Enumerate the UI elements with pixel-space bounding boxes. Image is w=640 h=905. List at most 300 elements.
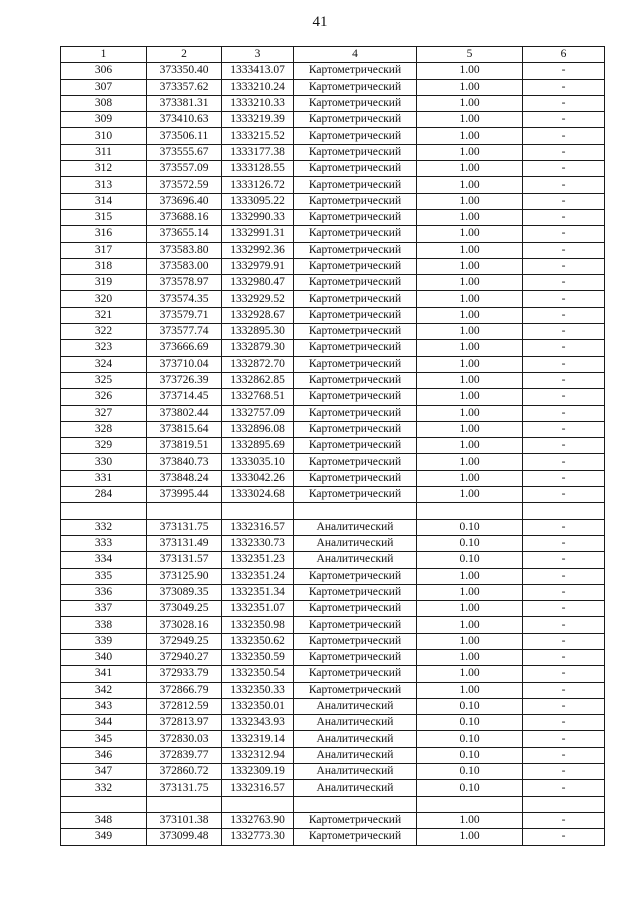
accuracy-cell: 0.10: [417, 764, 523, 780]
y-coordinate-cell: 1332330.73: [222, 535, 294, 551]
point-number-cell: 340: [61, 649, 147, 665]
method-cell: Картометрический: [294, 649, 417, 665]
point-number-cell: 349: [61, 829, 147, 845]
table-header-row: [61, 47, 605, 63]
description-cell: [523, 503, 605, 519]
y-coordinate-cell: 1333177.38: [222, 144, 294, 160]
description-cell: -: [523, 209, 605, 225]
point-number-cell: 337: [61, 601, 147, 617]
x-coordinate-cell: 373350.40: [147, 63, 222, 79]
table-row: [61, 209, 605, 225]
method-cell: Картометрический: [294, 193, 417, 209]
description-cell: -: [523, 829, 605, 845]
x-coordinate-cell: 373028.16: [147, 617, 222, 633]
point-number-cell: 329: [61, 438, 147, 454]
point-number-cell: 339: [61, 633, 147, 649]
y-coordinate-cell: 1332990.33: [222, 209, 294, 225]
table-row: [61, 715, 605, 731]
accuracy-cell: 1.00: [417, 568, 523, 584]
method-cell: Картометрический: [294, 389, 417, 405]
y-coordinate-cell: 1332351.23: [222, 552, 294, 568]
point-number-cell: 336: [61, 584, 147, 600]
accuracy-cell: 1.00: [417, 666, 523, 682]
method-cell: Картометрический: [294, 209, 417, 225]
table-row: [61, 601, 605, 617]
x-coordinate-cell: 372933.79: [147, 666, 222, 682]
point-number-cell: 284: [61, 487, 147, 503]
table-row: [61, 144, 605, 160]
method-cell: Картометрический: [294, 617, 417, 633]
table-row: [61, 405, 605, 421]
y-coordinate-cell: 1333095.22: [222, 193, 294, 209]
x-coordinate-cell: 372812.59: [147, 698, 222, 714]
description-cell: -: [523, 226, 605, 242]
point-number-cell: 316: [61, 226, 147, 242]
description-cell: -: [523, 747, 605, 763]
x-coordinate-cell: 373099.48: [147, 829, 222, 845]
method-cell: Картометрический: [294, 95, 417, 111]
method-cell: Картометрический: [294, 405, 417, 421]
accuracy-cell: 1.00: [417, 405, 523, 421]
accuracy-cell: 1.00: [417, 258, 523, 274]
y-coordinate-cell: 1332895.69: [222, 438, 294, 454]
table-row: [61, 340, 605, 356]
description-cell: -: [523, 372, 605, 388]
point-number-cell: 319: [61, 275, 147, 291]
table-row: [61, 617, 605, 633]
accuracy-cell: 1.00: [417, 291, 523, 307]
point-number-cell: 335: [61, 568, 147, 584]
point-number-cell: 332: [61, 519, 147, 535]
method-cell: Картометрический: [294, 421, 417, 437]
table-row: [61, 242, 605, 258]
y-coordinate-cell: 1332309.19: [222, 764, 294, 780]
method-cell: Картометрический: [294, 356, 417, 372]
point-number-cell: 322: [61, 324, 147, 340]
table-row: [61, 389, 605, 405]
accuracy-cell: 0.10: [417, 519, 523, 535]
point-number-cell: 310: [61, 128, 147, 144]
point-number-cell: 314: [61, 193, 147, 209]
accuracy-cell: 1.00: [417, 682, 523, 698]
x-coordinate-cell: 373995.44: [147, 487, 222, 503]
x-coordinate-cell: 373583.00: [147, 258, 222, 274]
accuracy-cell: 0.10: [417, 552, 523, 568]
method-cell: Картометрический: [294, 324, 417, 340]
accuracy-cell: 1.00: [417, 438, 523, 454]
accuracy-cell: 1.00: [417, 487, 523, 503]
y-coordinate-cell: [222, 796, 294, 812]
description-cell: -: [523, 731, 605, 747]
description-cell: -: [523, 633, 605, 649]
x-coordinate-cell: 373131.75: [147, 780, 222, 796]
table-row: [61, 470, 605, 486]
description-cell: -: [523, 812, 605, 828]
y-coordinate-cell: 1333024.68: [222, 487, 294, 503]
x-coordinate-cell: 372860.72: [147, 764, 222, 780]
method-cell: Аналитический: [294, 552, 417, 568]
x-coordinate-cell: 372940.27: [147, 649, 222, 665]
table-row: [61, 764, 605, 780]
y-coordinate-cell: 1332862.85: [222, 372, 294, 388]
point-number-cell: 338: [61, 617, 147, 633]
method-cell: Картометрический: [294, 812, 417, 828]
y-coordinate-cell: 1332872.70: [222, 356, 294, 372]
y-coordinate-cell: 1332979.91: [222, 258, 294, 274]
table-row: [61, 193, 605, 209]
x-coordinate-cell: 373101.38: [147, 812, 222, 828]
description-cell: -: [523, 454, 605, 470]
accuracy-cell: 1.00: [417, 226, 523, 242]
table-row: [61, 291, 605, 307]
point-number-cell: 348: [61, 812, 147, 828]
method-cell: Аналитический: [294, 519, 417, 535]
point-number-cell: 309: [61, 112, 147, 128]
description-cell: -: [523, 666, 605, 682]
table-row: [61, 649, 605, 665]
description-cell: -: [523, 601, 605, 617]
description-cell: -: [523, 79, 605, 95]
y-coordinate-cell: 1332351.24: [222, 568, 294, 584]
column-header: 1: [61, 47, 147, 63]
point-number-cell: 328: [61, 421, 147, 437]
point-number-cell: 331: [61, 470, 147, 486]
description-cell: -: [523, 698, 605, 714]
table-row: [61, 454, 605, 470]
y-coordinate-cell: 1332350.54: [222, 666, 294, 682]
point-number-cell: 333: [61, 535, 147, 551]
accuracy-cell: 1.00: [417, 633, 523, 649]
table-body: [61, 63, 605, 845]
point-number-cell: 343: [61, 698, 147, 714]
x-coordinate-cell: 373131.75: [147, 519, 222, 535]
accuracy-cell: 1.00: [417, 112, 523, 128]
table-row: [61, 258, 605, 274]
x-coordinate-cell: [147, 503, 222, 519]
table-row: [61, 421, 605, 437]
accuracy-cell: 1.00: [417, 470, 523, 486]
accuracy-cell: 1.00: [417, 829, 523, 845]
y-coordinate-cell: 1332991.31: [222, 226, 294, 242]
coordinates-table: [60, 46, 605, 846]
accuracy-cell: [417, 503, 523, 519]
table-row: [61, 829, 605, 845]
method-cell: Картометрический: [294, 177, 417, 193]
table-row: [61, 731, 605, 747]
y-coordinate-cell: 1333035.10: [222, 454, 294, 470]
method-cell: Картометрический: [294, 307, 417, 323]
description-cell: -: [523, 780, 605, 796]
method-cell: Картометрический: [294, 829, 417, 845]
description-cell: -: [523, 438, 605, 454]
x-coordinate-cell: 372813.97: [147, 715, 222, 731]
y-coordinate-cell: 1333219.39: [222, 112, 294, 128]
point-number-cell: 312: [61, 161, 147, 177]
point-number-cell: 325: [61, 372, 147, 388]
x-coordinate-cell: 373688.16: [147, 209, 222, 225]
method-cell: Картометрический: [294, 568, 417, 584]
accuracy-cell: 1.00: [417, 144, 523, 160]
x-coordinate-cell: 373049.25: [147, 601, 222, 617]
method-cell: Картометрический: [294, 161, 417, 177]
method-cell: Картометрический: [294, 340, 417, 356]
x-coordinate-cell: 372839.77: [147, 747, 222, 763]
accuracy-cell: 1.00: [417, 161, 523, 177]
table-row: [61, 63, 605, 79]
table-row: [61, 487, 605, 503]
y-coordinate-cell: 1333126.72: [222, 177, 294, 193]
column-header: 4: [294, 47, 417, 63]
y-coordinate-cell: 1332992.36: [222, 242, 294, 258]
point-number-cell: 306: [61, 63, 147, 79]
x-coordinate-cell: 373726.39: [147, 372, 222, 388]
table-separator-row: [61, 503, 605, 519]
accuracy-cell: 0.10: [417, 698, 523, 714]
x-coordinate-cell: 373574.35: [147, 291, 222, 307]
description-cell: -: [523, 552, 605, 568]
method-cell: Картометрический: [294, 258, 417, 274]
table-row: [61, 95, 605, 111]
table-row: [61, 812, 605, 828]
x-coordinate-cell: [147, 796, 222, 812]
table-row: [61, 438, 605, 454]
x-coordinate-cell: 373555.67: [147, 144, 222, 160]
method-cell: Аналитический: [294, 780, 417, 796]
accuracy-cell: 1.00: [417, 128, 523, 144]
table-row: [61, 128, 605, 144]
description-cell: -: [523, 356, 605, 372]
table-row: [61, 372, 605, 388]
description-cell: -: [523, 405, 605, 421]
x-coordinate-cell: 373840.73: [147, 454, 222, 470]
point-number-cell: 326: [61, 389, 147, 405]
table-row: [61, 275, 605, 291]
point-number-cell: 321: [61, 307, 147, 323]
x-coordinate-cell: 373410.63: [147, 112, 222, 128]
x-coordinate-cell: 372949.25: [147, 633, 222, 649]
description-cell: -: [523, 242, 605, 258]
method-cell: Картометрический: [294, 438, 417, 454]
table-row: [61, 584, 605, 600]
method-cell: Картометрический: [294, 128, 417, 144]
y-coordinate-cell: 1332895.30: [222, 324, 294, 340]
table-row: [61, 666, 605, 682]
y-coordinate-cell: 1332350.62: [222, 633, 294, 649]
accuracy-cell: 1.00: [417, 601, 523, 617]
method-cell: Картометрический: [294, 242, 417, 258]
description-cell: -: [523, 617, 605, 633]
description-cell: -: [523, 568, 605, 584]
accuracy-cell: 1.00: [417, 421, 523, 437]
description-cell: -: [523, 258, 605, 274]
accuracy-cell: 1.00: [417, 649, 523, 665]
accuracy-cell: 1.00: [417, 812, 523, 828]
table-row: [61, 633, 605, 649]
y-coordinate-cell: 1333215.52: [222, 128, 294, 144]
table-row: [61, 79, 605, 95]
y-coordinate-cell: 1332757.09: [222, 405, 294, 421]
method-cell: Картометрический: [294, 633, 417, 649]
y-coordinate-cell: 1332350.33: [222, 682, 294, 698]
description-cell: -: [523, 193, 605, 209]
point-number-cell: 317: [61, 242, 147, 258]
description-cell: -: [523, 275, 605, 291]
point-number-cell: 313: [61, 177, 147, 193]
accuracy-cell: 1.00: [417, 177, 523, 193]
method-cell: Картометрический: [294, 226, 417, 242]
table-row: [61, 324, 605, 340]
method-cell: [294, 503, 417, 519]
accuracy-cell: 1.00: [417, 79, 523, 95]
table-row: [61, 698, 605, 714]
description-cell: -: [523, 307, 605, 323]
x-coordinate-cell: 373710.04: [147, 356, 222, 372]
accuracy-cell: 0.10: [417, 715, 523, 731]
description-cell: -: [523, 324, 605, 340]
description-cell: -: [523, 764, 605, 780]
y-coordinate-cell: 1333413.07: [222, 63, 294, 79]
accuracy-cell: 1.00: [417, 242, 523, 258]
x-coordinate-cell: 373696.40: [147, 193, 222, 209]
accuracy-cell: 1.00: [417, 617, 523, 633]
table-row: [61, 519, 605, 535]
point-number-cell: 318: [61, 258, 147, 274]
y-coordinate-cell: 1332316.57: [222, 519, 294, 535]
description-cell: -: [523, 535, 605, 551]
table-row: [61, 747, 605, 763]
description-cell: -: [523, 128, 605, 144]
x-coordinate-cell: 373578.97: [147, 275, 222, 291]
table-row: [61, 780, 605, 796]
y-coordinate-cell: 1333210.33: [222, 95, 294, 111]
table-row: [61, 226, 605, 242]
y-coordinate-cell: 1332316.57: [222, 780, 294, 796]
method-cell: Аналитический: [294, 715, 417, 731]
method-cell: Картометрический: [294, 601, 417, 617]
accuracy-cell: 0.10: [417, 731, 523, 747]
y-coordinate-cell: [222, 503, 294, 519]
x-coordinate-cell: 373557.09: [147, 161, 222, 177]
accuracy-cell: 1.00: [417, 356, 523, 372]
y-coordinate-cell: 1332312.94: [222, 747, 294, 763]
accuracy-cell: [417, 796, 523, 812]
description-cell: -: [523, 95, 605, 111]
method-cell: [294, 796, 417, 812]
y-coordinate-cell: 1332879.30: [222, 340, 294, 356]
y-coordinate-cell: 1332319.14: [222, 731, 294, 747]
point-number-cell: 324: [61, 356, 147, 372]
accuracy-cell: 0.10: [417, 535, 523, 551]
x-coordinate-cell: 373802.44: [147, 405, 222, 421]
x-coordinate-cell: 373579.71: [147, 307, 222, 323]
point-number-cell: 330: [61, 454, 147, 470]
description-cell: -: [523, 584, 605, 600]
accuracy-cell: 1.00: [417, 275, 523, 291]
point-number-cell: 344: [61, 715, 147, 731]
table-row: [61, 535, 605, 551]
x-coordinate-cell: 373089.35: [147, 584, 222, 600]
column-header: 2: [147, 47, 222, 63]
y-coordinate-cell: 1332351.07: [222, 601, 294, 617]
y-coordinate-cell: 1333128.55: [222, 161, 294, 177]
table-row: [61, 568, 605, 584]
page-number: 41: [312, 14, 328, 30]
point-number-cell: 347: [61, 764, 147, 780]
description-cell: -: [523, 470, 605, 486]
point-number-cell: 342: [61, 682, 147, 698]
accuracy-cell: 1.00: [417, 95, 523, 111]
x-coordinate-cell: 373666.69: [147, 340, 222, 356]
method-cell: Картометрический: [294, 79, 417, 95]
table-row: [61, 177, 605, 193]
method-cell: Аналитический: [294, 747, 417, 763]
accuracy-cell: 1.00: [417, 372, 523, 388]
table-row: [61, 356, 605, 372]
table-row: [61, 682, 605, 698]
description-cell: -: [523, 649, 605, 665]
method-cell: Картометрический: [294, 487, 417, 503]
x-coordinate-cell: 373357.62: [147, 79, 222, 95]
y-coordinate-cell: 1333210.24: [222, 79, 294, 95]
point-number-cell: 315: [61, 209, 147, 225]
y-coordinate-cell: 1332896.08: [222, 421, 294, 437]
x-coordinate-cell: 373819.51: [147, 438, 222, 454]
y-coordinate-cell: 1333042.26: [222, 470, 294, 486]
y-coordinate-cell: 1332350.98: [222, 617, 294, 633]
accuracy-cell: 1.00: [417, 340, 523, 356]
description-cell: -: [523, 715, 605, 731]
method-cell: Картометрический: [294, 63, 417, 79]
description-cell: -: [523, 291, 605, 307]
x-coordinate-cell: 373381.31: [147, 95, 222, 111]
y-coordinate-cell: 1332350.01: [222, 698, 294, 714]
x-coordinate-cell: 373655.14: [147, 226, 222, 242]
x-coordinate-cell: 373714.45: [147, 389, 222, 405]
y-coordinate-cell: 1332768.51: [222, 389, 294, 405]
description-cell: -: [523, 487, 605, 503]
method-cell: Аналитический: [294, 731, 417, 747]
method-cell: Аналитический: [294, 535, 417, 551]
description-cell: -: [523, 144, 605, 160]
table-row: [61, 161, 605, 177]
point-number-cell: 308: [61, 95, 147, 111]
point-number-cell: 320: [61, 291, 147, 307]
y-coordinate-cell: 1332980.47: [222, 275, 294, 291]
description-cell: -: [523, 63, 605, 79]
accuracy-cell: 1.00: [417, 454, 523, 470]
accuracy-cell: 1.00: [417, 63, 523, 79]
description-cell: -: [523, 682, 605, 698]
point-number-cell: 327: [61, 405, 147, 421]
y-coordinate-cell: 1332343.93: [222, 715, 294, 731]
description-cell: [523, 796, 605, 812]
x-coordinate-cell: 373506.11: [147, 128, 222, 144]
accuracy-cell: 0.10: [417, 780, 523, 796]
x-coordinate-cell: 373125.90: [147, 568, 222, 584]
description-cell: -: [523, 177, 605, 193]
point-number-cell: [61, 796, 147, 812]
column-header: 5: [417, 47, 523, 63]
table-row: [61, 112, 605, 128]
point-number-cell: 332: [61, 780, 147, 796]
x-coordinate-cell: 373577.74: [147, 324, 222, 340]
method-cell: Аналитический: [294, 764, 417, 780]
accuracy-cell: 0.10: [417, 747, 523, 763]
x-coordinate-cell: 372830.03: [147, 731, 222, 747]
y-coordinate-cell: 1332763.90: [222, 812, 294, 828]
point-number-cell: 307: [61, 79, 147, 95]
accuracy-cell: 1.00: [417, 307, 523, 323]
